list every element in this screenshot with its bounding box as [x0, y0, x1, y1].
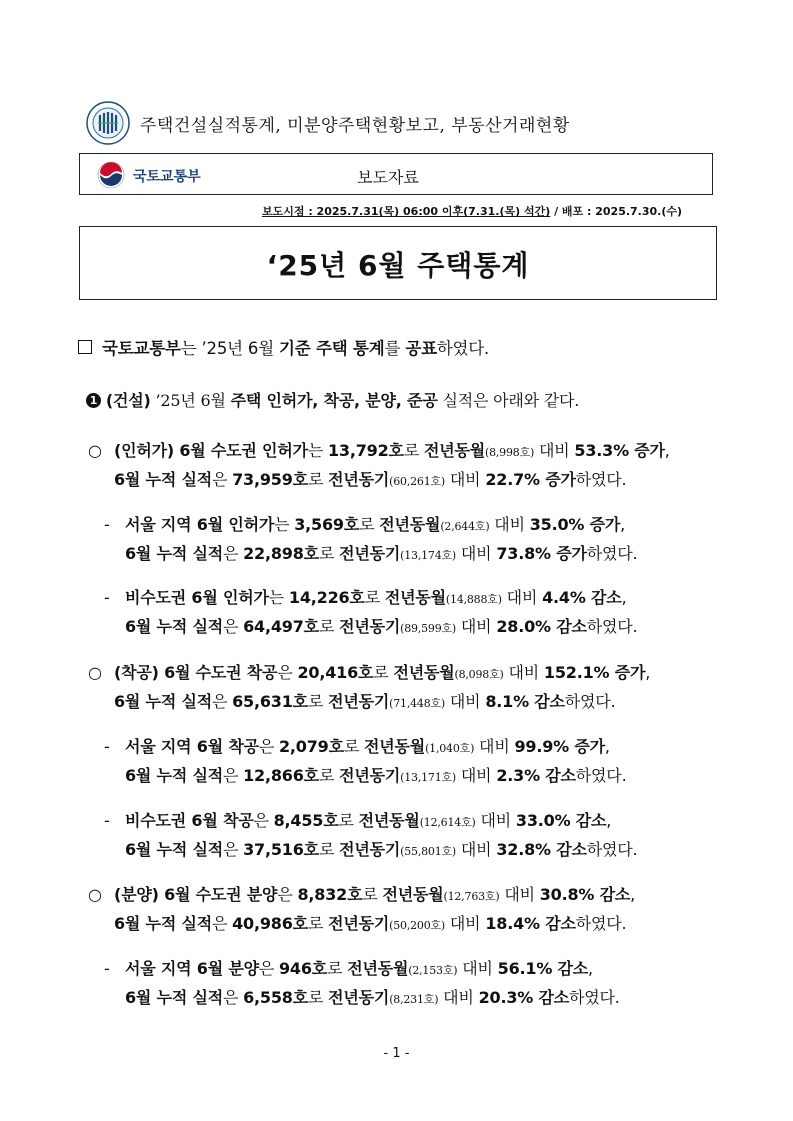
- text-span: 은: [222, 766, 244, 785]
- list-item: [104, 585, 626, 608]
- text-span: 로: [343, 737, 365, 756]
- text-span: 하였다.: [575, 470, 627, 489]
- current-value: 2,079호: [279, 737, 344, 756]
- cumulative-label: 6월 누적 실적: [114, 692, 212, 711]
- cumulative-value: 6,558호: [243, 988, 308, 1007]
- text-span: 로: [338, 811, 359, 830]
- list-item-continuation: [125, 837, 637, 860]
- cumulative-value: 22,898호: [243, 544, 319, 563]
- item-subject: (분양) 6월 수도권 분양: [114, 885, 278, 904]
- text-span: 하였다.: [586, 617, 638, 636]
- cumulative-value: 65,631호: [232, 692, 308, 711]
- text-span: 로: [308, 988, 329, 1007]
- number-one-icon: 1: [86, 393, 101, 408]
- text-span: 대비: [445, 470, 486, 489]
- item-subject: 비수도권 6월 착공: [125, 811, 254, 830]
- text-span: 은: [211, 470, 233, 489]
- comparison-label: 전년동기: [339, 617, 401, 636]
- reference-value: (89,599호): [400, 622, 457, 635]
- release-time: 보도시점 : 2025.7.31(목) 06:00 이후(7.31.(목) 석간): [262, 205, 551, 218]
- comparison-label: 전년동월: [358, 811, 420, 830]
- text-span: ,: [604, 737, 610, 756]
- list-item-continuation: [125, 614, 637, 637]
- text-span: 은: [211, 914, 233, 933]
- text-span: ,: [621, 588, 627, 607]
- reference-value: (13,171호): [400, 771, 457, 784]
- text-span: 하였다.: [568, 988, 620, 1007]
- text-span: 는 ’25년 6월: [180, 339, 279, 358]
- text-span: 기준 주택 통계: [279, 339, 385, 358]
- text-span: 로: [307, 470, 329, 489]
- text-span: ,: [664, 441, 670, 460]
- list-item: [88, 660, 650, 683]
- change-rate: 18.4% 감소: [485, 914, 576, 933]
- series-title: 주택건설실적통계, 미분양주택현황보고, 부동산거래현황: [140, 116, 570, 136]
- reference-value: (2,644호): [440, 520, 490, 533]
- change-rate: 32.8% 감소: [496, 840, 587, 859]
- item-subject: 서울 지역 6월 인허가: [125, 515, 275, 534]
- cumulative-value: 64,497호: [243, 617, 319, 636]
- text-span: 로: [373, 663, 394, 682]
- comparison-label: 전년동기: [328, 470, 390, 489]
- text-span: 은: [258, 737, 279, 756]
- reference-value: (12,614호): [419, 816, 476, 829]
- text-span: 은: [277, 885, 298, 904]
- list-item-continuation: [125, 763, 626, 786]
- current-value: 946호: [279, 959, 328, 978]
- comparison-label: 전년동기: [328, 692, 390, 711]
- text-span: ,: [588, 959, 593, 978]
- list-item-continuation: [125, 985, 620, 1008]
- text-span: 로: [318, 544, 340, 563]
- reference-value: (50,200호): [389, 919, 446, 932]
- cumulative-value: 40,986호: [232, 914, 308, 933]
- comparison-label: 전년동월: [384, 588, 446, 607]
- text-span: 대비: [445, 692, 486, 711]
- text-span: 로: [307, 692, 329, 711]
- text-span: 공표: [405, 339, 437, 358]
- bullet-marker: -: [104, 588, 110, 607]
- section-construction: [86, 388, 579, 411]
- text-span: ,: [620, 515, 625, 534]
- reference-value: (2,153호): [408, 964, 458, 977]
- cumulative-label: 6월 누적 실적: [125, 544, 223, 563]
- text-span: 은: [277, 663, 298, 682]
- comparison-label: 전년동기: [328, 914, 390, 933]
- reference-value: (13,174호): [400, 549, 457, 562]
- reference-value: (60,261호): [389, 475, 446, 488]
- text-span: 는: [268, 588, 289, 607]
- cumulative-value: 37,516호: [243, 840, 319, 859]
- list-item: [104, 808, 611, 831]
- doc-type-label: 보도자료: [357, 168, 419, 187]
- current-value: 8,455호: [273, 811, 339, 830]
- list-item: [88, 438, 670, 461]
- text-span: ,: [630, 885, 636, 904]
- text-span: 로: [318, 766, 340, 785]
- bullet-marker: ○: [88, 663, 102, 682]
- text-span: 를: [384, 339, 406, 358]
- cumulative-value: 73,959호: [232, 470, 308, 489]
- reference-value: (12,763호): [443, 890, 500, 903]
- text-span: 은: [258, 959, 279, 978]
- change-rate: 2.3% 감소: [496, 766, 576, 785]
- comparison-label: 전년동월: [423, 441, 485, 460]
- comparison-label: 전년동월: [382, 885, 444, 904]
- comparison-label: 전년동월: [347, 959, 409, 978]
- text-span: 은: [253, 811, 274, 830]
- text-span: 은: [222, 544, 244, 563]
- current-value: 8,832호: [297, 885, 363, 904]
- item-subject: 비수도권 6월 인허가: [125, 588, 269, 607]
- text-span: 대비: [438, 988, 479, 1007]
- list-item-continuation: [125, 541, 637, 564]
- text-span: 대비: [475, 811, 516, 830]
- text-span: 로: [307, 914, 329, 933]
- cumulative-label: 6월 누적 실적: [125, 988, 223, 1007]
- text-span: 대비: [456, 766, 497, 785]
- text-span: 는: [274, 515, 295, 534]
- comparison-label: 전년동월: [364, 737, 426, 756]
- current-value: 3,569호: [294, 515, 360, 534]
- text-span: 대비: [456, 840, 497, 859]
- ministry-name: 국토교통부: [133, 169, 201, 185]
- cumulative-label: 6월 누적 실적: [125, 617, 223, 636]
- bullet-marker: -: [104, 811, 110, 830]
- government-seal-icon: [86, 101, 130, 145]
- item-subject: 서울 지역 6월 착공: [125, 737, 259, 756]
- text-span: 대비: [503, 663, 544, 682]
- list-item-continuation: [114, 467, 626, 490]
- comparison-label: 전년동기: [328, 988, 390, 1007]
- reference-value: (8,998호): [485, 446, 535, 459]
- current-value: 20,416호: [297, 663, 374, 682]
- comparison-label: 전년동기: [339, 766, 401, 785]
- change-rate: 4.4% 감소: [542, 588, 622, 607]
- square-bullet-icon: [78, 340, 92, 354]
- item-subject: (착공) 6월 수도권 착공: [114, 663, 278, 682]
- text-span: 대비: [456, 544, 497, 563]
- change-rate: 56.1% 감소: [497, 959, 589, 978]
- item-subject: 서울 지역 6월 분양: [125, 959, 259, 978]
- comparison-label: 전년동기: [339, 544, 401, 563]
- reference-value: (8,231호): [389, 993, 439, 1006]
- list-item-continuation: [114, 911, 626, 934]
- text-span: 주택 인허가, 착공, 분양, 준공: [230, 391, 438, 410]
- distribution-date: / 배포 : 2025.7.30.(수): [550, 205, 683, 218]
- text-span: 로: [359, 515, 380, 534]
- list-item: [88, 882, 635, 905]
- cumulative-label: 6월 누적 실적: [125, 840, 223, 859]
- text-span: 하였다.: [575, 766, 627, 785]
- section-label: (건설): [105, 391, 151, 410]
- reference-value: (8,098호): [454, 668, 504, 681]
- text-span: ,: [645, 663, 651, 682]
- reference-value: (55,801호): [400, 845, 457, 858]
- current-value: 14,226호: [288, 588, 365, 607]
- change-rate: 20.3% 감소: [478, 988, 569, 1007]
- text-span: 로: [403, 441, 424, 460]
- text-span: 는: [307, 441, 328, 460]
- list-item: [104, 512, 625, 535]
- comparison-label: 전년동월: [379, 515, 441, 534]
- text-span: 로: [327, 959, 348, 978]
- text-span: 로: [318, 617, 340, 636]
- cumulative-label: 6월 누적 실적: [114, 914, 212, 933]
- change-rate: 8.1% 감소: [485, 692, 565, 711]
- text-span: 대비: [445, 914, 486, 933]
- bullet-marker: -: [104, 959, 110, 978]
- list-item-continuation: [114, 689, 615, 712]
- text-span: ’25년 6월: [150, 391, 231, 410]
- change-rate: 28.0% 감소: [496, 617, 587, 636]
- reference-value: (1,040호): [425, 742, 475, 755]
- text-span: 대비: [489, 515, 530, 534]
- bullet-marker: ○: [88, 441, 102, 460]
- bullet-marker: -: [104, 515, 110, 534]
- change-rate: 30.8% 감소: [539, 885, 631, 904]
- change-rate: 73.8% 증가: [496, 544, 587, 563]
- text-span: 은: [222, 617, 244, 636]
- ministry-ref: 국토교통부: [102, 339, 181, 358]
- release-info: [262, 203, 682, 219]
- page-number: - 1 -: [383, 1046, 410, 1061]
- reference-value: (14,888호): [445, 593, 502, 606]
- bullet-marker: ○: [88, 885, 102, 904]
- reference-value: (71,448호): [389, 697, 446, 710]
- bullet-marker: -: [104, 737, 110, 756]
- list-item: [104, 734, 610, 757]
- cumulative-label: 6월 누적 실적: [125, 766, 223, 785]
- page-title: ‘25년 6월 주택통계: [266, 249, 530, 282]
- text-span: 로: [362, 885, 383, 904]
- current-value: 13,792호: [328, 441, 404, 460]
- comparison-label: 전년동월: [393, 663, 455, 682]
- comparison-label: 전년동기: [339, 840, 401, 859]
- change-rate: 35.0% 증가: [529, 515, 621, 534]
- change-rate: 33.0% 감소: [515, 811, 607, 830]
- list-item: [104, 956, 593, 979]
- text-span: 하였다.: [575, 914, 627, 933]
- change-rate: 99.9% 증가: [514, 737, 605, 756]
- text-span: 대비: [474, 737, 515, 756]
- text-span: 하였다.: [436, 339, 490, 358]
- text-span: 은: [211, 692, 233, 711]
- item-subject: (인허가) 6월 수도권 인허가: [114, 441, 308, 460]
- text-span: 하였다.: [564, 692, 616, 711]
- text-span: 대비: [501, 588, 543, 607]
- change-rate: 152.1% 증가: [543, 663, 646, 682]
- text-span: 대비: [499, 885, 540, 904]
- text-span: 실적은 아래와 같다.: [437, 391, 580, 410]
- text-span: ,: [606, 811, 612, 830]
- intro-paragraph: [78, 335, 489, 359]
- text-span: 은: [222, 840, 244, 859]
- cumulative-value: 12,866호: [243, 766, 319, 785]
- change-rate: 53.3% 증가: [574, 441, 665, 460]
- cumulative-label: 6월 누적 실적: [114, 470, 212, 489]
- text-span: 하였다.: [586, 840, 638, 859]
- text-span: 대비: [534, 441, 575, 460]
- text-span: 하였다.: [586, 544, 638, 563]
- ministry-logo-icon: [96, 160, 126, 190]
- change-rate: 22.7% 증가: [485, 470, 576, 489]
- text-span: 로: [318, 840, 340, 859]
- text-span: 대비: [456, 617, 497, 636]
- text-span: 로: [364, 588, 385, 607]
- text-span: 대비: [457, 959, 498, 978]
- text-span: 은: [222, 988, 244, 1007]
